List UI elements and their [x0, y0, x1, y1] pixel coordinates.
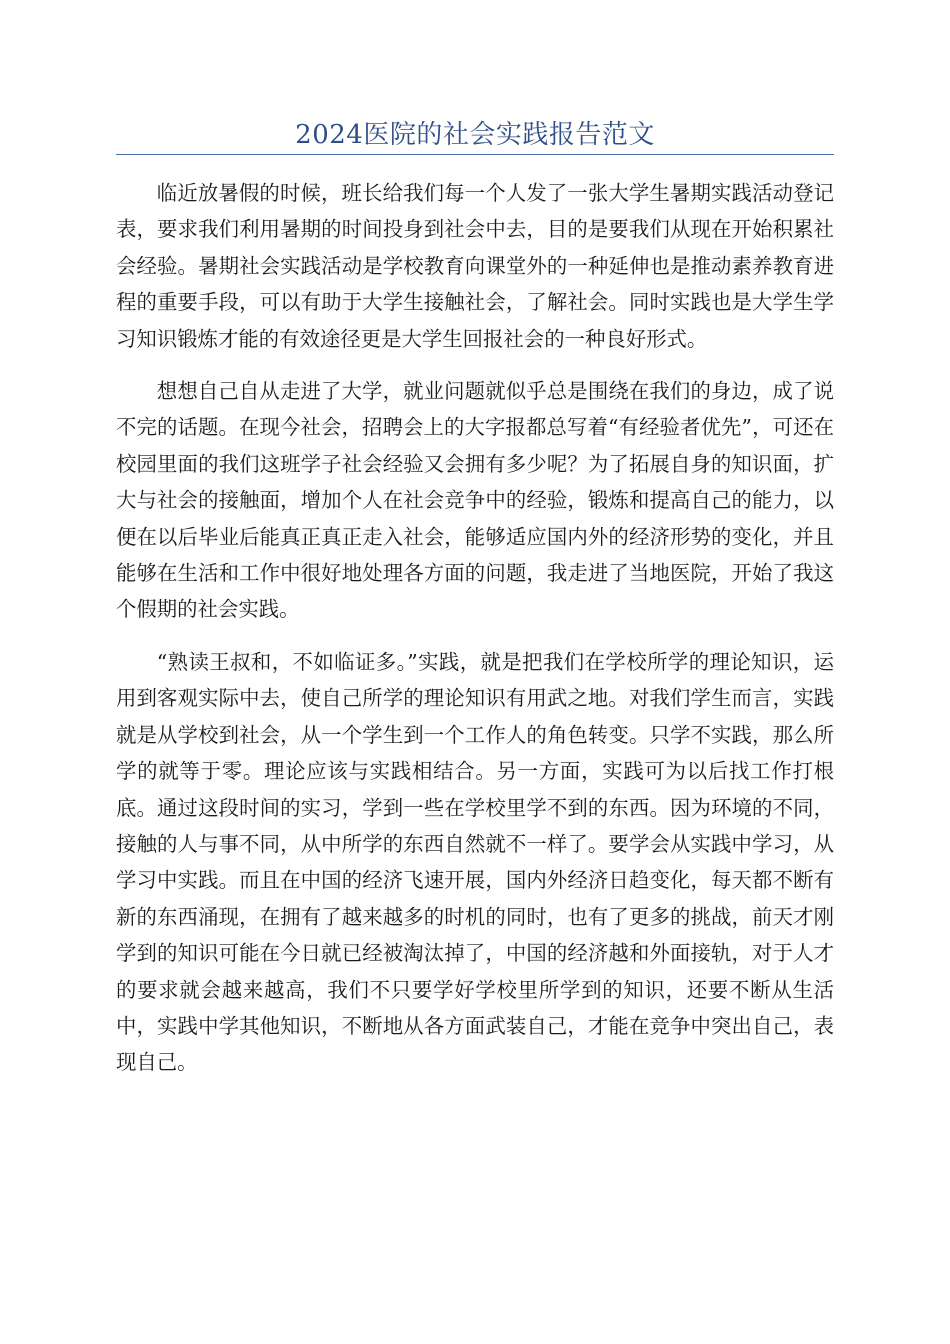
- paragraph-1: 临近放暑假的时候，班长给我们每一个人发了一张大学生暑期实践活动登记表，要求我们利用暑期的时间投身到社会中去，目的是要我们从现在开始积累社会经验。暑期社会实践活动是学校教育向课堂外的一种延伸也是推动素养教育进程的重要手段，可以有助于大学生接触社会，了解社会。同时实践也是大学生学习知识锻炼才能的有效途径更是大学生回报社会的一种良好形式。: [116, 181, 834, 351]
- document-body: [116, 175, 834, 1097]
- document-title: 2024医院的社会实践报告范文: [295, 120, 655, 150]
- title-underline-rule: [116, 154, 834, 155]
- paragraph-2: 想想自己自从走进了大学，就业问题就似乎总是围绕在我们的身边，成了说不完的话题。在现今社会，招聘会上的大字报都总写着“有经验者优先”，可还在校园里面的我们这班学子社会经验又会拥有多少呢？为了拓展自身的知识面，扩大与社会的接触面，增加个人在社会竞争中的经验，锻炼和提高自己的能力，以便在以后毕业后能真正真正走入社会，能够适应国内外的经济形势的变化，并且能够在生活和工作中很好地处理各方面的问题，我走进了当地医院，开始了我这个假期的社会实践。: [116, 379, 834, 622]
- paragraph-3: “熟读王叔和，不如临证多。”实践，就是把我们在学校所学的理论知识，运用到客观实际中去，使自己所学的理论知识有用武之地。对我们学生而言，实践就是从学校到社会，从一个学生到一个工作人的角色转变。只学不实践，那么所学的就等于零。理论应该与实践相结合。另一方面，实践可为以后找工作打根底。通过这段时间的实习，学到一些在学校里学不到的东西。因为环境的不同，接触的人与事不同，从中所学的东西自然就不一样了。要学会从实践中学习，从学习中实践。而且在中国的经济飞速开展，国内外经济日趋变化，每天都不断有新的东西涌现，在拥有了越来越多的时机的同时，也有了更多的挑战，前天才刚学到的知识可能在今日就已经被淘汰掉了，中国的经济越和外面接轨，对于人才的要求就会越来越高，我们不只要学好学校里所学到的知识，还要不断从生活中，实践中学其他知识，不断地从各方面武装自己，才能在竞争中突出自己，表现自己。: [116, 649, 834, 1075]
